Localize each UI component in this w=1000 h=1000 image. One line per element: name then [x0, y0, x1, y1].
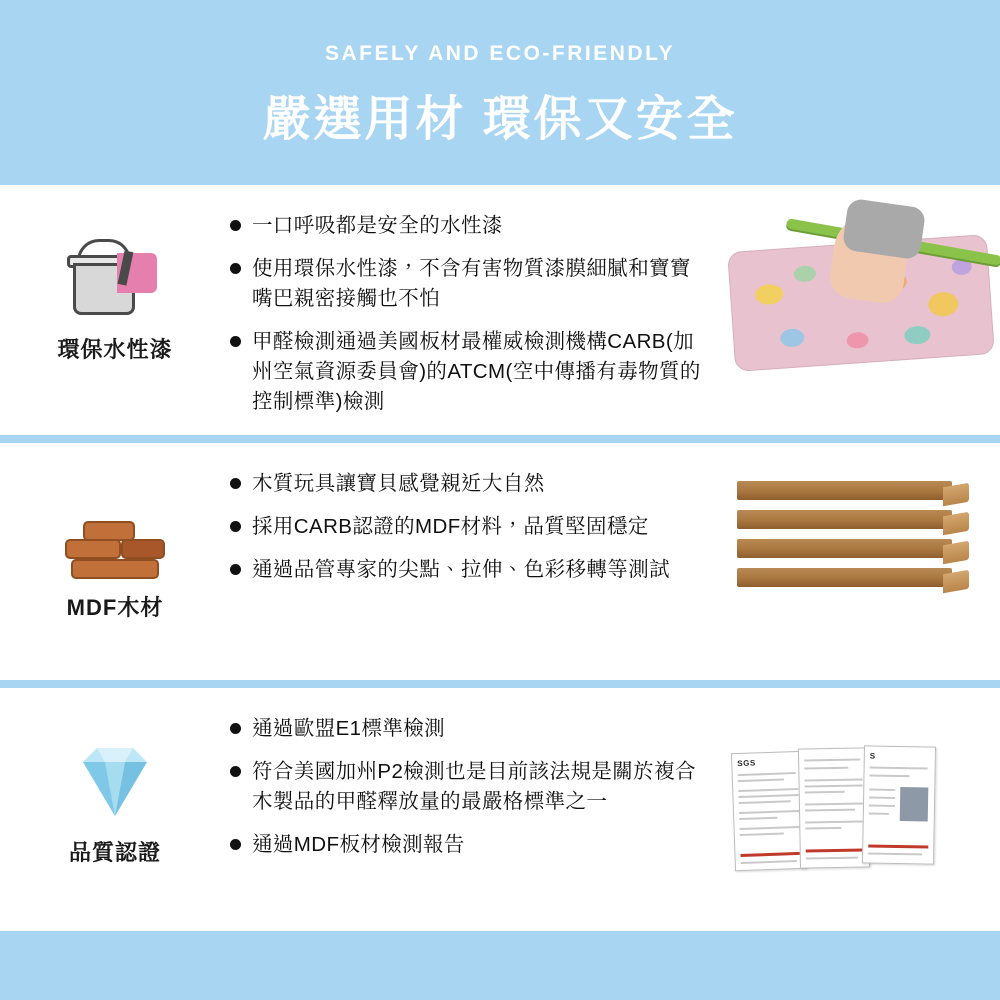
section-divider [0, 435, 1000, 443]
section-2-icon-column [0, 443, 230, 622]
footer-bar [0, 931, 1000, 1000]
bullet-dot-icon [230, 220, 241, 231]
bullet-text: 甲醛檢測通過美國板材最權威檢測機構CARB(加州空氣資源委員會)的ATCM(空中傳播有毒物質的控制標準)檢測 [252, 330, 701, 413]
section-3-icon-column [0, 688, 230, 867]
bullet-text: 通過歐盟E1標準檢測 [252, 717, 446, 740]
bullet-text: 木質玩具讓寶貝感覺親近大自然 [252, 472, 545, 495]
list-item [230, 830, 711, 860]
section-3-bullet-list [230, 688, 725, 873]
bullet-text: 通過MDF板材檢測報告 [252, 833, 465, 856]
baby-play-mat-photo [725, 185, 1000, 435]
list-item [230, 327, 711, 417]
list-item [230, 555, 711, 585]
bullet-text: 通過品管專家的尖點、拉伸、色彩移轉等測試 [252, 558, 670, 581]
list-item [230, 714, 711, 744]
list-item [230, 254, 711, 314]
section-1-icon-column [0, 185, 230, 364]
section-1-bullet-list [230, 185, 725, 430]
list-item [230, 512, 711, 542]
wood-logs-icon [55, 495, 175, 581]
paint-bucket-icon [55, 237, 175, 323]
bullet-dot-icon [230, 839, 241, 850]
diamond-icon [55, 740, 175, 826]
list-item [230, 469, 711, 499]
list-item [230, 757, 711, 817]
section-quality-certification [0, 688, 1000, 931]
bullet-dot-icon [230, 723, 241, 734]
sgs-certificate-documents-photo: SGS S [725, 688, 1000, 931]
bullet-dot-icon [230, 521, 241, 532]
sgs-logo: SGS [737, 758, 756, 769]
bullet-dot-icon [230, 564, 241, 575]
diamond-icon-svg [55, 740, 175, 826]
section-water-based-paint [0, 185, 1000, 435]
bullet-dot-icon [230, 766, 241, 777]
list-item [230, 211, 711, 241]
section-3-label: 品質認證 [68, 840, 161, 865]
stacked-wood-boards-photo [725, 443, 1000, 680]
section-mdf-wood [0, 443, 1000, 680]
section-2-bullet-list [230, 443, 725, 598]
bullet-text: 採用CARB認證的MDF材料，品質堅固穩定 [252, 515, 649, 538]
page-title: 嚴選用材 環保又安全 [262, 93, 738, 146]
bullet-text: 使用環保水性漆，不含有害物質漆膜細膩和寶寶嘴巴親密接觸也不怕 [252, 257, 691, 310]
bullet-dot-icon [230, 478, 241, 489]
bullet-text: 符合美國加州P2檢測也是目前該法規是關於複合木製品的甲醛釋放量的最嚴格標準之一 [252, 760, 696, 813]
bullet-dot-icon [230, 263, 241, 274]
header-subtitle: SAFELY AND ECO-FRIENDLY [325, 42, 675, 65]
section-2-label: MDF木材 [66, 595, 164, 620]
page-header [0, 0, 1000, 185]
bullet-dot-icon [230, 336, 241, 347]
section-1-label: 環保水性漆 [57, 337, 173, 362]
section-divider [0, 680, 1000, 688]
bullet-text: 一口呼吸都是安全的水性漆 [252, 214, 503, 237]
